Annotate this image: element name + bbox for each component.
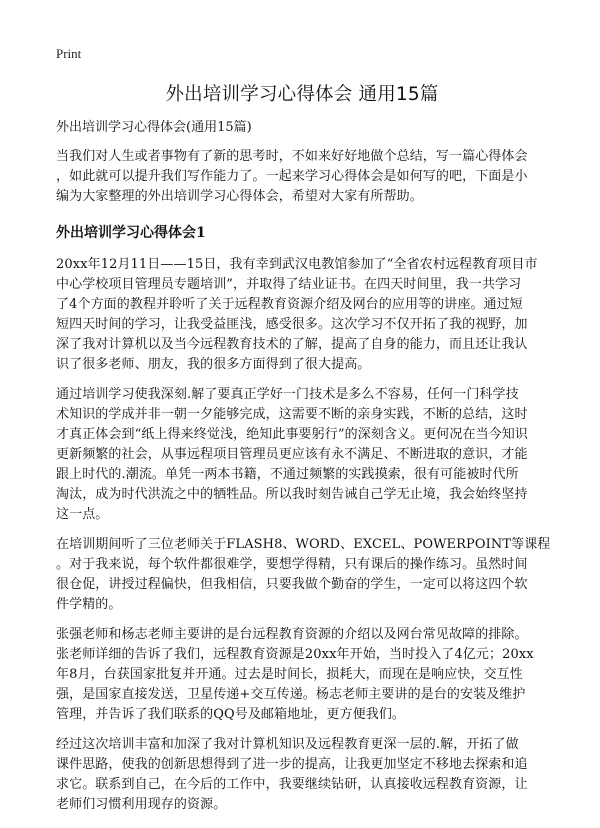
text-line: 了4个方面的教程并聆听了关于远程教育资源介绍及网台的应用等的讲座。通过短 [56, 297, 523, 312]
body-paragraph-3 [56, 535, 554, 615]
body-paragraph-1 [56, 255, 554, 375]
text-line: 张强老师和杨志老师主要讲的是台远程教育资源的介绍以及网台常见故障的排除。 [56, 627, 528, 642]
body-paragraph-2 [56, 385, 554, 525]
text-line: 更新频繁的社会，从事远程项目管理员更应该有永不满足、不断进取的意识，才能 [56, 447, 528, 462]
body-paragraph-5 [56, 735, 554, 815]
text-line: 术知识的学成并非一朝一夕能够完成，这需要不断的亲身实践，不断的总结，这时 [56, 407, 528, 422]
document-title: 外出培训学习心得体会 通用15篇 [165, 84, 439, 105]
text-line: ，如此就可以提升我们写作能力了。一起来学习心得体会是如何写的吧，下面是小 [56, 169, 528, 184]
text-line: 求它。联系到自己，在今后的工作中，我要继续钻研，认真接收远程教育资源，让 [56, 777, 528, 792]
text-line: 这一点。 [56, 507, 109, 522]
text-line: 短四天时间的学习，让我受益匪浅，感受很多。这次学习不仅开拓了我的视野，加 [56, 317, 528, 332]
text-line: 通过培训学习使我深刻.解了要真正学好一门技术是多么不容易，任何一门科学技 [56, 387, 519, 402]
text-line: 当我们对人生或者事物有了新的思考时，不如来好好地做个总结，写一篇心得体会 [56, 149, 528, 164]
text-line: 很仓促，讲授过程偏快，但我相信，只要我做个勤奋的学生，一定可以将这四个软 [56, 577, 528, 592]
intro-paragraph [56, 147, 554, 207]
text-line: 才真正体会到“纸上得来终觉浅，绝知此事要躬行”的深刻含义。更何况在当今知识 [56, 427, 528, 442]
text-line: 强，是国家直接发送，卫星传递+交互传递。杨志老师主要讲的是台的安装及维护 [56, 687, 526, 702]
text-line: 老师们习惯利用现存的资源。 [56, 797, 227, 812]
document-subtitle: 外出培训学习心得体会(通用15篇) [56, 120, 252, 135]
text-line: 张老师详细的告诉了我们，远程教育资源是20xx年开始，当时投入了4亿元；20xx [56, 647, 534, 662]
text-line: 识了很多老师、朋友，我的很多方面得到了很大提高。 [56, 357, 371, 372]
text-line: 件学精的。 [56, 597, 122, 612]
text-line: 在培训期间听了三位老师关于FLASH8、WORD、EXCEL、POWERPOINT等课程 [56, 537, 551, 552]
text-line: 跟上时代的.潮流。单凭一两本书籍，不通过频繁的实践摸索，很有可能被时代所 [56, 467, 519, 482]
body-paragraph-4 [56, 625, 554, 725]
document-body [56, 118, 554, 825]
text-line: 淘汰，成为时代洪流之中的牺牲品。所以我时刻告诫自己学无止境，我会始终坚持 [56, 487, 528, 502]
text-line: 年8月，台获国家批复并开通。过去是时间长，损耗大，而现在是响应快，交互性 [56, 667, 523, 682]
text-line: 课件思路，使我的创新思想得到了进一步的提高，让我更加坚定不移地去探索和追 [56, 757, 528, 772]
text-line: 中心学校项目管理员专题培训”，并取得了结业证书。在四天时间里，我一共学习 [56, 277, 522, 292]
text-line: 。对于我来说，每个软件都很难学，要想学得精，只有课后的操作练习。虽然时间 [56, 557, 528, 572]
text-line: 经过这次培训丰富和加深了我对计算机知识及远程教育更深一层的.解，开拓了做 [56, 737, 519, 752]
text-line: 深了我对计算机以及当今远程教育技术的了解，提高了自身的能力，而且还让我认 [56, 337, 528, 352]
text-line: 20xx年12月11日——15日，我有幸到武汉电教馆参加了“全省农村远程教育项目市 [56, 257, 538, 272]
print-link[interactable]: Print [56, 46, 82, 61]
text-line: 编为大家整理的外出培训学习心得体会，希望对大家有所帮助。 [56, 189, 423, 204]
text-line: 管理，并告诉了我们联系的QQ号及邮箱地址，更方便我们。 [56, 707, 406, 722]
section-heading: 外出培训学习心得体会1 [56, 225, 206, 241]
